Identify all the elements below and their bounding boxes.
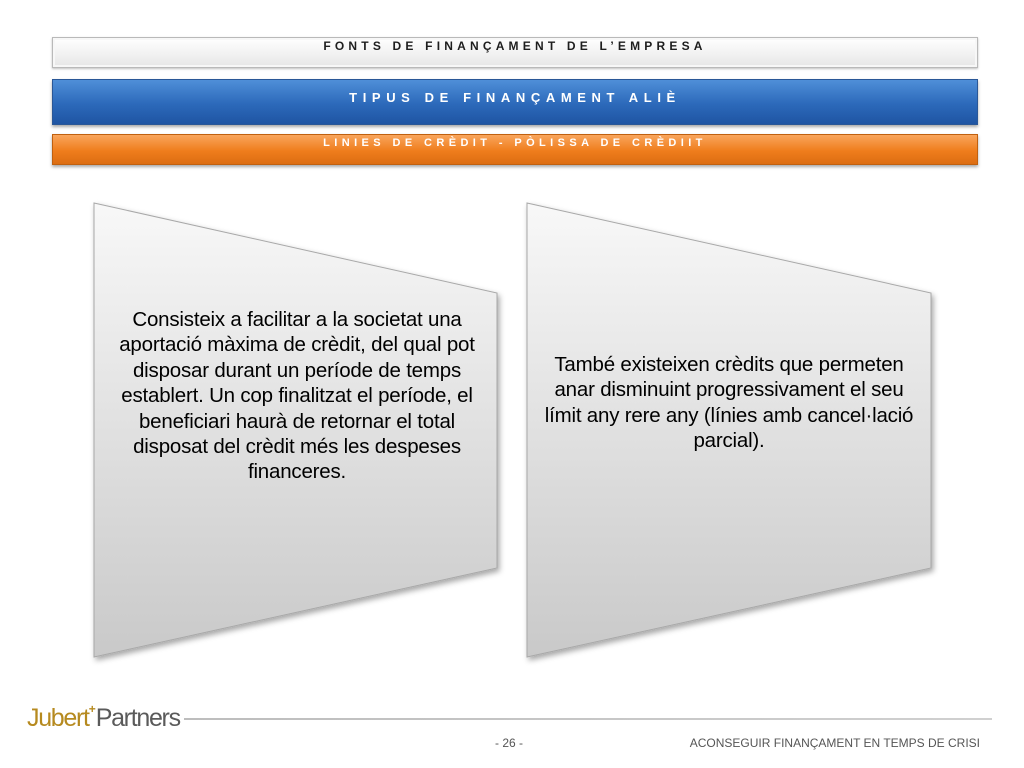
footer-divider	[184, 718, 992, 720]
logo-plus-icon: +	[88, 702, 96, 716]
right-description-text: També existeixen crèdits que permeten anar disminuint progressivament el seu límit any rere any (línies amb cancel·lació parcial).	[544, 353, 914, 453]
subsection-title-text: LINIES DE CRÈDIT - PÒLISSA DE CRÈDIIT	[323, 136, 707, 149]
company-logo	[27, 704, 180, 733]
logo-part-partners: Partners	[95, 704, 180, 732]
footer-title: ACONSEGUIR FINANÇAMENT EN TEMPS DE CRISI	[689, 736, 980, 750]
page-number: - 26 -	[495, 736, 524, 750]
section-title-text: TIPUS DE FINANÇAMENT ALIÈ	[349, 89, 681, 105]
top-title-text: FONTS DE FINANÇAMENT DE L’EMPRESA	[323, 38, 707, 53]
logo-part-jubert: Jubert	[27, 704, 89, 732]
left-description-text: Consisteix a facilitar a la societat una aportació màxima de crèdit, del qual pot disposar durant un període de temps establert. Un cop finalitzat el període, el beneficiari haurà de retornar el total disposat del crèdit més les despeses financeres.	[119, 308, 475, 484]
